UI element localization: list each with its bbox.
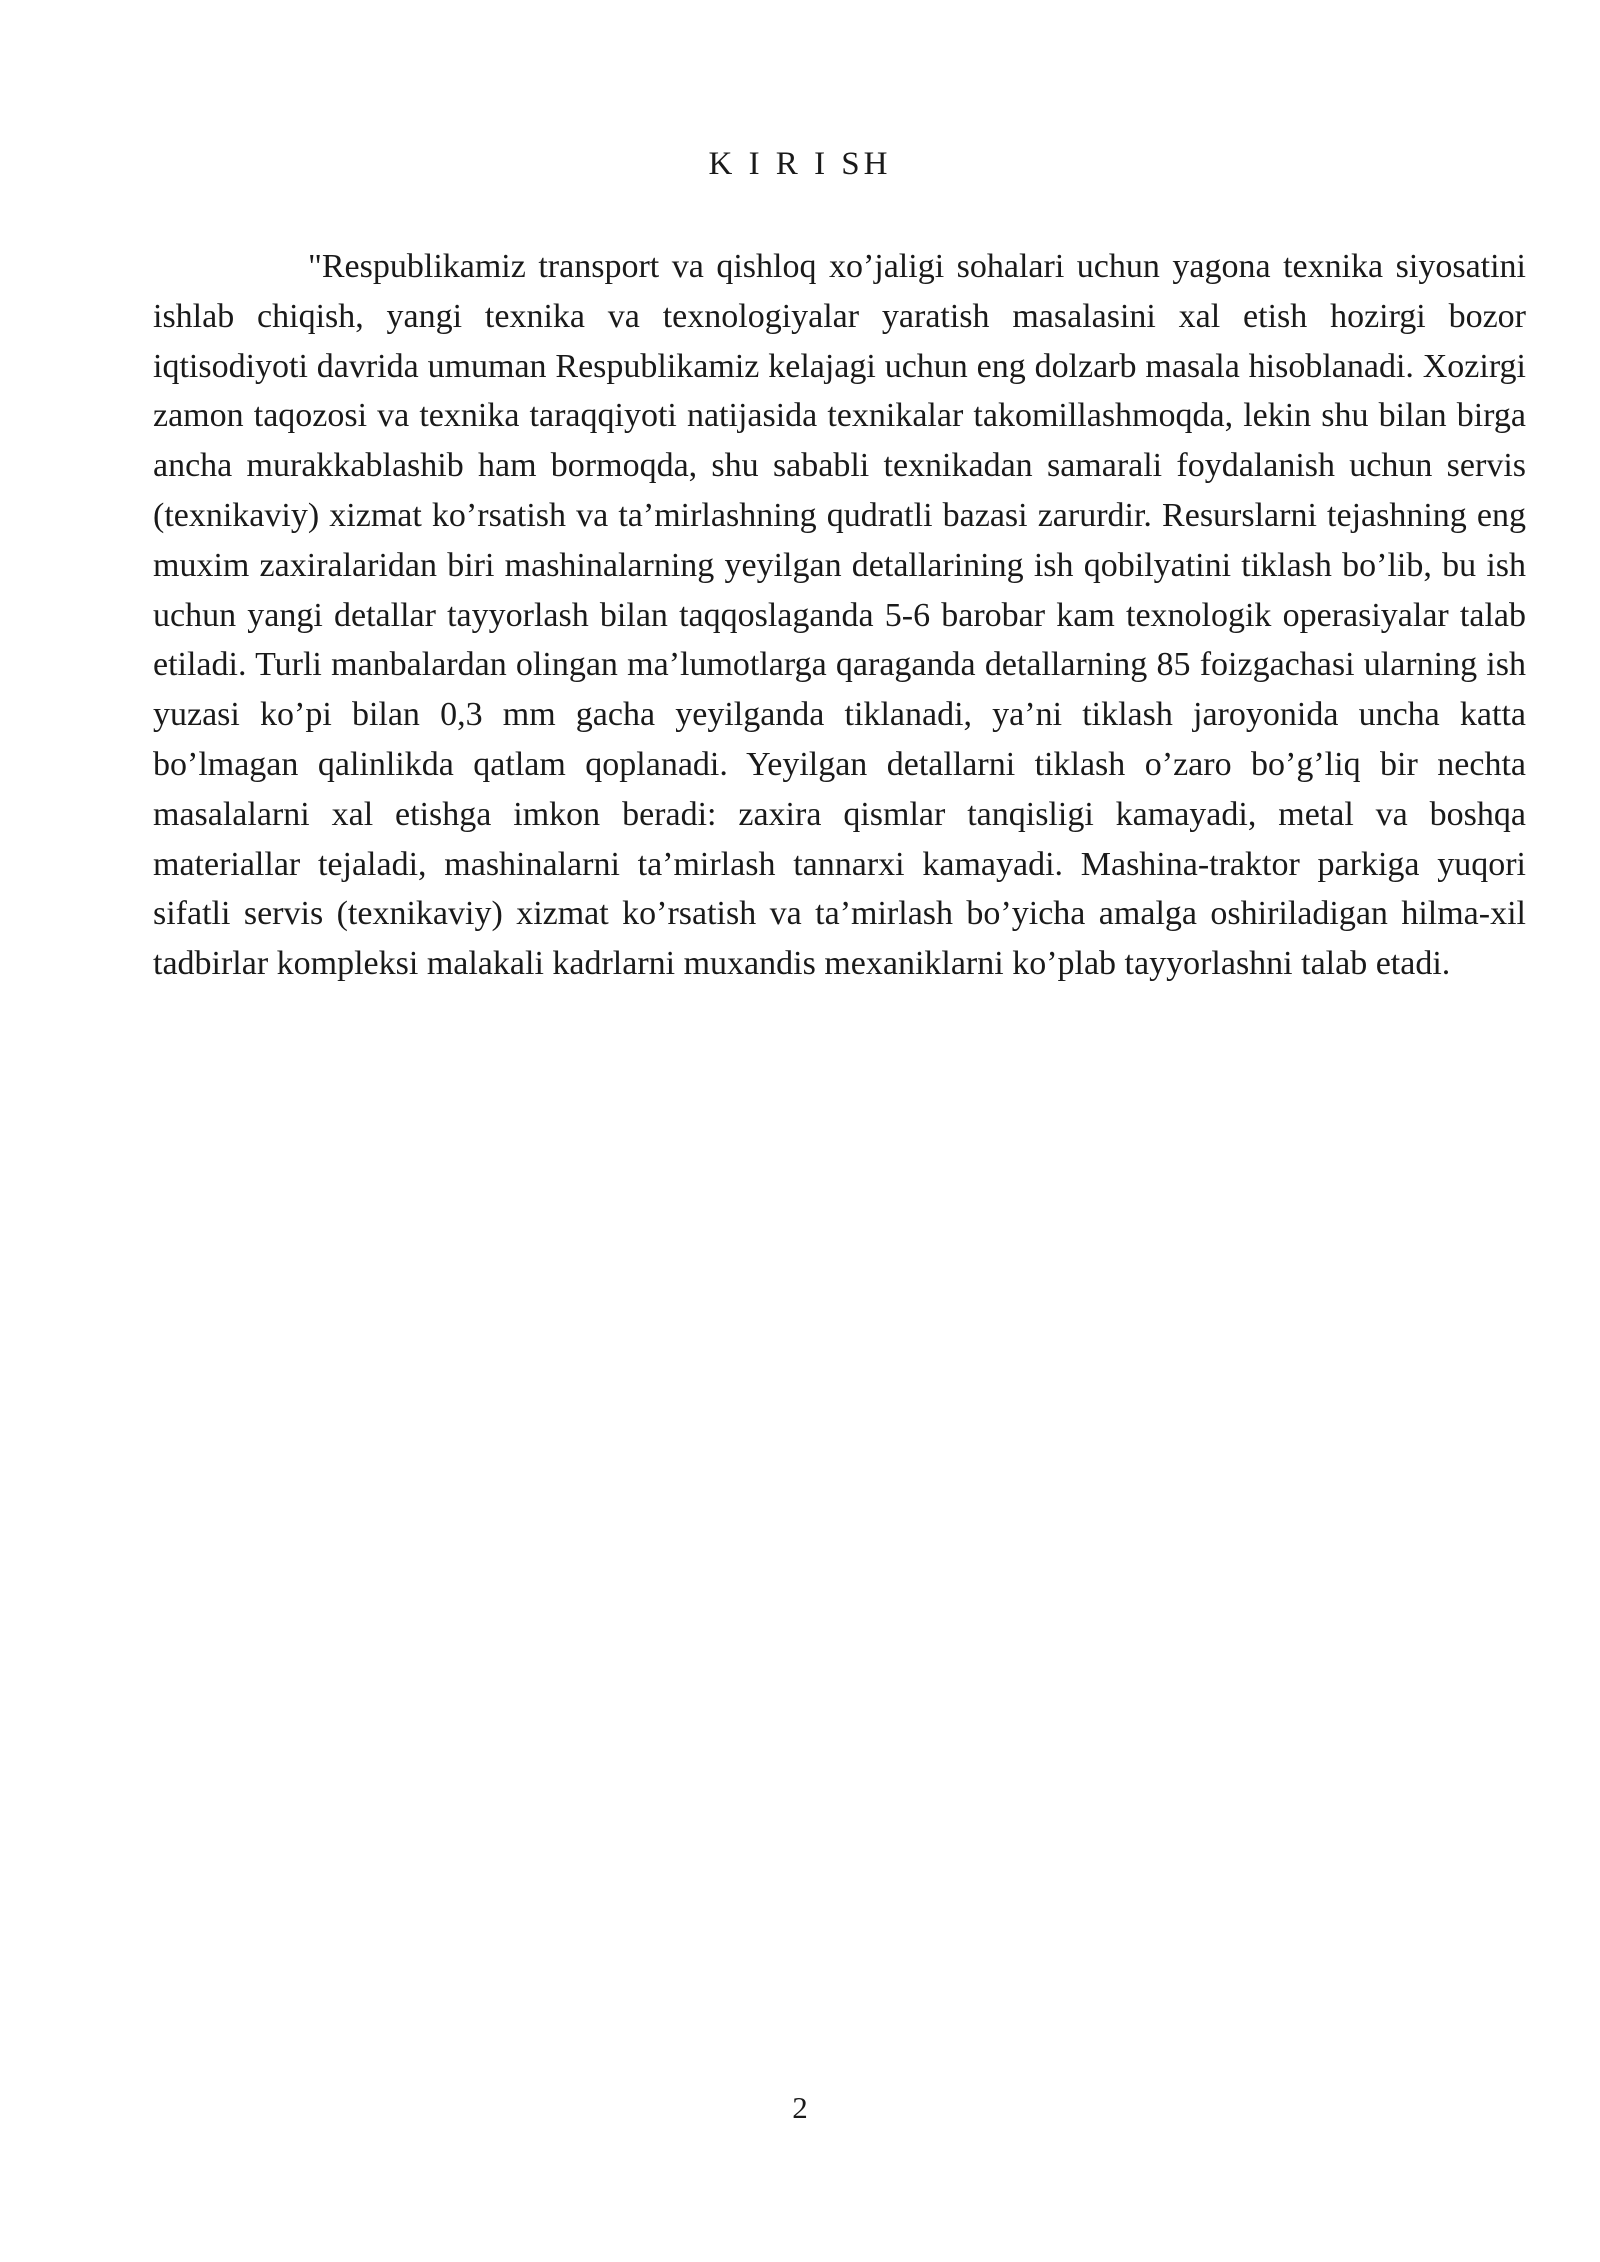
page-number: 2 bbox=[792, 2090, 808, 2125]
section-heading: K I R I SH bbox=[708, 146, 892, 182]
body-paragraph: "Respublikamiz transport va qishloq xo’jaligi sohalari uchun yagona texnika siyosatini ishlab chiqish, yangi texnika va texnologiyalar yaratish masalasini xal etish hozirgi bozor iqtisodiyoti davrida umuman Respublikamiz kelajagi uchun eng dolzarb masala hisoblanadi. Xozirgi zamon taqozosi va texnika taraqqiyoti natijasida texnikalar takomillashmoqda, lekin shu bilan birga ancha murakkablashib ham bormoqda, shu sababli texnikadan samarali foydalanish uchun servis (texnikaviy) xizmat ko’rsatish va ta’mirlashning qudratli bazasi zarurdir. Resurslarni tejashning eng muxim zaxiralaridan biri mashinalarning yeyilgan detallarining ish qobilyatini tiklash bo’lib, bu ish uchun yangi detallar tayyorlash bilan taqqoslaganda 5-6 barobar kam texnologik operasiyalar talab etiladi. Turli manbalardan olingan ma’lumotlarga qaraganda detallarning 85 foizgachasi ularning ish yuzasi ko’pi bilan 0,3 mm gacha yeyilganda tiklanadi, ya’ni tiklash jaroyonida uncha katta bo’lmagan qalinlikda qatlam qoplanadi. Yeyilgan detallarni tiklash o’zaro bo’g’liq bir nechta masalalarni xal etishga imkon beradi: zaxira qismlar tanqisligi kamayadi, metal va boshqa materiallar tejaladi, mashinalarni ta’mirlash tannarxi kamayadi. Mashina-traktor parkiga yuqori sifatli servis (texnikaviy) xizmat ko’rsatish va ta’mirlash bo’yicha amalga oshiriladigan hilma-xil tadbirlar kompleksi malakali kadrlarni muxandis mexaniklarni ko’plab tayyorlashni talab etadi. bbox=[153, 248, 1526, 983]
